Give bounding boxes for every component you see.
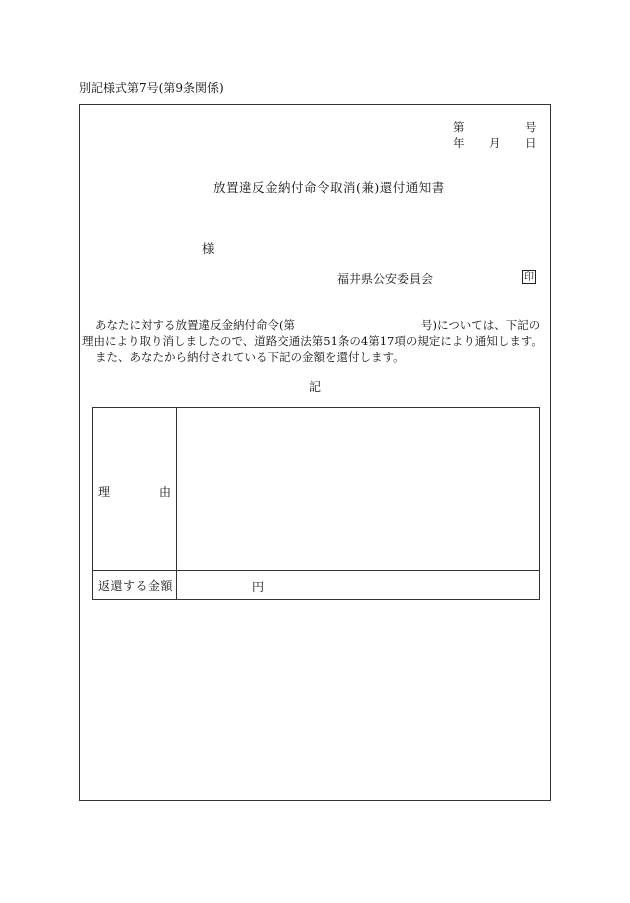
body-line-2: 理由により取り消しましたので、道路交通法第51条の4第17項の規定により通知します。 — [82, 334, 543, 348]
amount-label: 返還する金額 — [93, 571, 177, 600]
reason-row — [93, 408, 540, 571]
body-line-1-start: あなたに対する放置違反金納付命令(第 — [95, 318, 295, 332]
date-month: 月 — [489, 136, 501, 150]
reason-label-char-2: 由 — [159, 485, 172, 499]
body-line-1-end: 号)については、下記の — [421, 318, 541, 332]
reason-value-cell — [177, 408, 540, 571]
document-title: 放置違反金納付命令取消(兼)還付通知書 — [213, 180, 445, 195]
date-day: 日 — [525, 136, 537, 150]
amount-value-cell — [177, 571, 540, 600]
yen-unit: 円 — [252, 580, 265, 594]
number-suffix: 号 — [525, 120, 537, 134]
details-table — [92, 407, 540, 600]
number-prefix: 第 — [453, 120, 465, 134]
seal-stamp: 印 — [524, 272, 534, 283]
recipient-honorific: 様 — [202, 241, 215, 256]
reason-label-char-1: 理 — [98, 485, 111, 499]
issuer-name: 福井県公安委員会 — [337, 272, 434, 286]
ki-heading: 記 — [309, 380, 322, 394]
form-number-label: 別記様式第7号(第9条関係) — [79, 81, 224, 95]
amount-row — [93, 571, 540, 600]
body-line-3: また、あなたから納付されている下記の金額を還付します。 — [95, 350, 405, 364]
reason-label-cell — [93, 408, 177, 571]
date-year: 年 — [453, 136, 465, 150]
